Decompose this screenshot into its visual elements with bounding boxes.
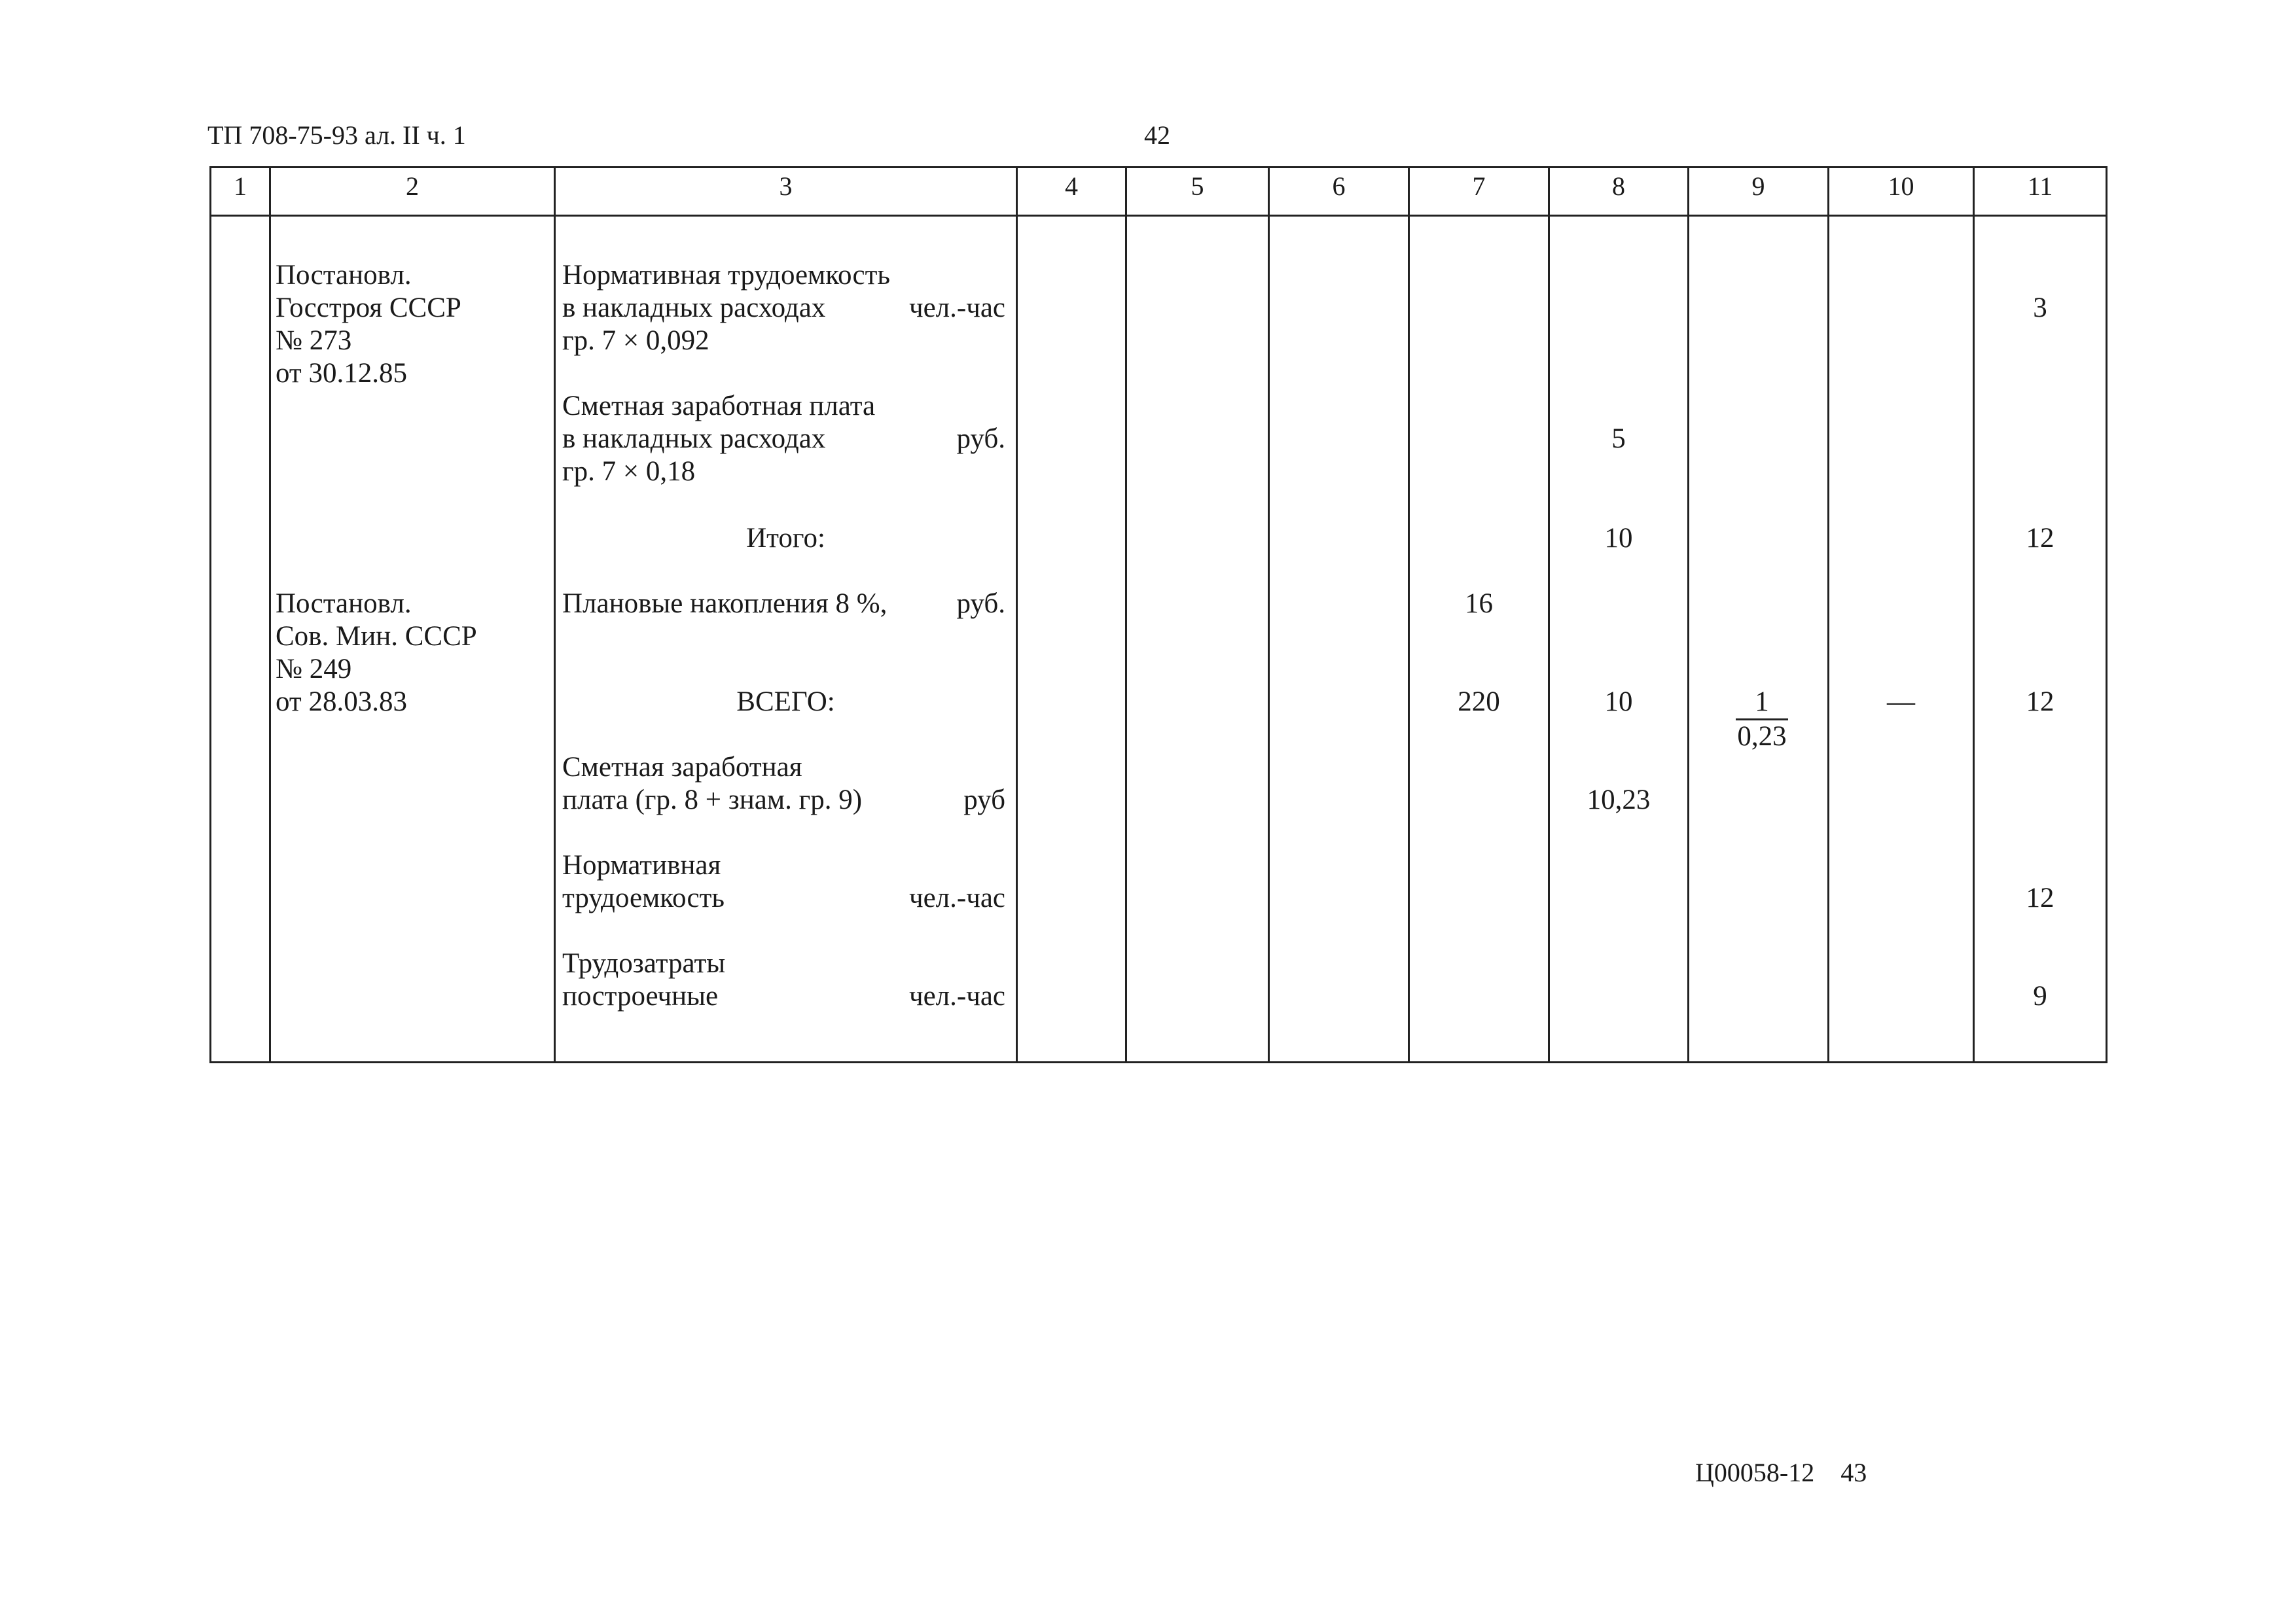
row-vsego-col8: 10 — [1604, 686, 1633, 717]
column-number: 1 — [234, 171, 247, 201]
column-border — [1125, 166, 1127, 1063]
column-number: 6 — [1332, 171, 1346, 201]
column-border — [1687, 166, 1689, 1063]
column-number: 11 — [2027, 171, 2053, 201]
row-normative-labor-unit: чел.-час — [908, 883, 1005, 913]
row-normative-labor-label: Нормативная трудоемкость — [562, 850, 725, 913]
row-vsego-col9-fraction — [1733, 686, 1791, 753]
row-construction-labor-label: Трудозатраты построечные — [562, 948, 726, 1012]
column-border — [554, 166, 556, 1063]
row-vsego-col7: 220 — [1458, 686, 1500, 717]
row-construction-labor-unit: чел.-час — [908, 981, 1005, 1012]
column-number: 5 — [1191, 171, 1204, 201]
row-planned-savings-unit: руб. — [956, 588, 1005, 619]
legal-basis-gosstroy: Постановл. Госстроя СССР № 273 от 30.12.85 — [276, 260, 461, 389]
row-labor-overhead-label: Нормативная трудоемкость в накладных расходах гр. 7 × 0,092 — [562, 260, 891, 356]
table-top-border — [209, 166, 2108, 168]
fraction-numerator: 1 — [1755, 686, 1769, 717]
column-number: 10 — [1888, 171, 1914, 201]
row-itogo-label: Итого: — [746, 523, 825, 554]
row-estimated-wage-col8: 10,23 — [1587, 785, 1651, 815]
column-number: 2 — [406, 171, 419, 201]
column-border — [1268, 166, 1270, 1063]
header-divider — [209, 215, 2108, 217]
row-estimated-wage-label: Сметная заработная плата (гр. 8 + знам. гр. 9) — [562, 752, 863, 815]
footer-sheet: 43 — [1840, 1458, 1867, 1487]
row-vsego-label: ВСЕГО: — [736, 686, 835, 717]
row-wage-overhead-unit: руб. — [956, 423, 1005, 454]
column-border — [209, 166, 211, 1063]
column-border — [1548, 166, 1550, 1063]
column-border — [1016, 166, 1018, 1063]
document-code: ТП 708-75-93 ал. II ч. 1 — [207, 120, 466, 150]
column-border — [2106, 166, 2108, 1063]
row-labor-overhead-unit: чел.-час — [908, 292, 1005, 323]
column-number: 7 — [1472, 171, 1486, 201]
row-wage-overhead-col8: 5 — [1611, 423, 1626, 454]
row-wage-overhead-label: Сметная заработная плата в накладных расходах гр. 7 × 0,18 — [562, 391, 876, 487]
column-number: 4 — [1065, 171, 1078, 201]
column-number: 3 — [779, 171, 793, 201]
column-border — [1827, 166, 1829, 1063]
row-normative-labor-col11: 12 — [2026, 883, 2054, 913]
column-border — [269, 166, 271, 1063]
row-vsego-col11: 12 — [2026, 686, 2054, 717]
fraction-denominator: 0,23 — [1737, 721, 1787, 752]
row-planned-savings-label: Плановые накопления 8 %, — [562, 588, 888, 619]
footer-code: Ц00058-12 — [1695, 1458, 1815, 1487]
column-number: 8 — [1612, 171, 1625, 201]
row-estimated-wage-unit: руб — [963, 785, 1005, 815]
legal-basis-sovmin: Постановл. Сов. Мин. СССР № 249 от 28.03.83 — [276, 588, 477, 717]
row-labor-overhead-col11: 3 — [2033, 292, 2047, 323]
table-bottom-border — [209, 1061, 2108, 1063]
row-planned-savings-col7: 16 — [1465, 588, 1493, 619]
row-itogo-col11: 12 — [2026, 523, 2054, 554]
page-number: 42 — [1144, 120, 1170, 150]
row-vsego-col10: — — [1887, 686, 1915, 717]
footer-stamp — [1695, 1458, 1867, 1488]
column-number: 9 — [1751, 171, 1765, 201]
row-itogo-col8: 10 — [1604, 523, 1633, 554]
row-construction-labor-col11: 9 — [2033, 981, 2047, 1012]
